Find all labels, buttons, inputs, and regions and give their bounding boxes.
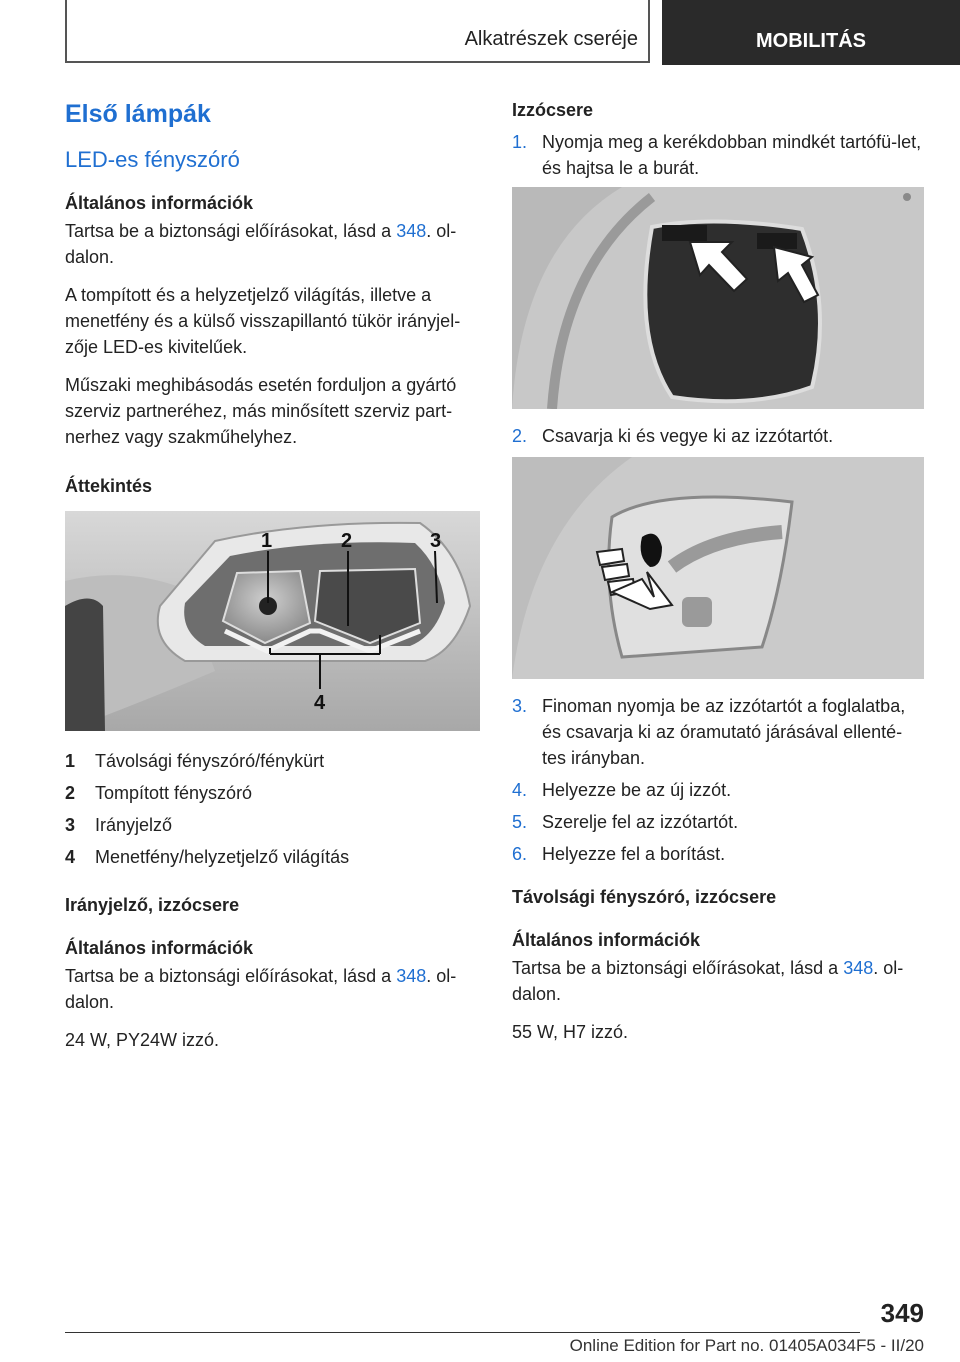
- figure-label-2: 2: [341, 530, 353, 552]
- high-beam-safety-paragraph: Tartsa be a biztonsági előírásokat, lásd a 348. ol‐dalon.: [512, 958, 904, 1004]
- legend-item: 4 Menetfény/helyzetjelző világítás: [65, 847, 350, 867]
- steps-list: [512, 129, 924, 181]
- bulb-change-heading: Izzócsere: [512, 100, 594, 120]
- header-section-title: Alkatrészek cseréje: [464, 28, 638, 50]
- high-beam-heading: Távolsági fényszóró, izzócsere: [512, 887, 777, 907]
- legend-list: [65, 745, 480, 873]
- step-item: 6. Helyezze fel a borítást.: [512, 844, 726, 864]
- step-item: 4. Helyezze be az új izzót.: [512, 780, 732, 800]
- step-item: 2. Csavarja ki és vegye ki az izzótartót.: [512, 426, 834, 446]
- turn-general-heading: Általános információk: [65, 938, 254, 958]
- high-beam-bulb-spec: 55 W, H7 izzó.: [512, 1022, 629, 1042]
- page-link[interactable]: 348: [396, 966, 427, 986]
- bulb-holder-figure: [512, 457, 924, 679]
- cover-release-figure: [512, 187, 924, 409]
- right-column: [512, 100, 924, 1057]
- page-subtitle: LED-es fényszóró: [65, 147, 240, 172]
- page-link[interactable]: 348: [396, 221, 427, 241]
- left-column: [65, 100, 480, 1065]
- legend-item: 1 Távolsági fényszóró/fénykürt: [65, 751, 325, 771]
- general-info-heading: Általános információk: [65, 193, 254, 213]
- header-chapter-tab: MOBILITÁS: [662, 0, 960, 65]
- step-item: 1. Nyomja meg a kerékdobban mindkét tartófü‐let, és hajtsa le a burát.: [512, 132, 922, 178]
- headlight-overview-figure: [65, 511, 480, 731]
- steps-list: [512, 693, 924, 867]
- figure-label-3: 3: [430, 530, 442, 552]
- safety-paragraph: Tartsa be a biztonsági előírásokat, lásd a 348. ol‐dalon.: [65, 221, 457, 267]
- step-item: 5. Szerelje fel az izzótartót.: [512, 812, 739, 832]
- service-paragraph: Műszaki meghibásodás esetén forduljon a gyártó szerviz partneréhez, más minősített szerviz part‐nerhez vagy szakműhelyhez.: [65, 375, 457, 447]
- led-info-paragraph: A tompított és a helyzetjelző világítás, illetve a menetfény és a külső visszapillantó tükör irányjel‐zője LED-es kivitelűek.: [65, 285, 461, 357]
- overview-heading: Áttekintés: [65, 476, 153, 496]
- steps-list: [512, 423, 924, 449]
- legend-item: 3 Irányjelző: [65, 815, 173, 835]
- footer-edition: Online Edition for Part no. 01405A034F5 - II/20: [569, 1336, 924, 1355]
- legend-item: 2 Tompított fényszóró: [65, 783, 253, 803]
- turn-safety-paragraph: Tartsa be a biztonsági előírásokat, lásd a 348. ol‐dalon.: [65, 966, 457, 1012]
- high-beam-general-heading: Általános információk: [512, 930, 701, 950]
- page-number: 349: [880, 1298, 924, 1328]
- page-link[interactable]: 348: [843, 958, 874, 978]
- footer-divider: [65, 1332, 860, 1333]
- figure-label-1: 1: [261, 530, 273, 552]
- step-item: 3. Finoman nyomja be az izzótartót a foglalatba, és csavarja ki az óramutató járásával ellenté‐tes irányban.: [512, 696, 906, 768]
- turn-signal-heading: Irányjelző, izzócsere: [65, 895, 240, 915]
- page-title: Első lámpák: [65, 100, 211, 128]
- figure-label-4: 4: [314, 692, 326, 714]
- turn-bulb-spec: 24 W, PY24W izzó.: [65, 1030, 220, 1050]
